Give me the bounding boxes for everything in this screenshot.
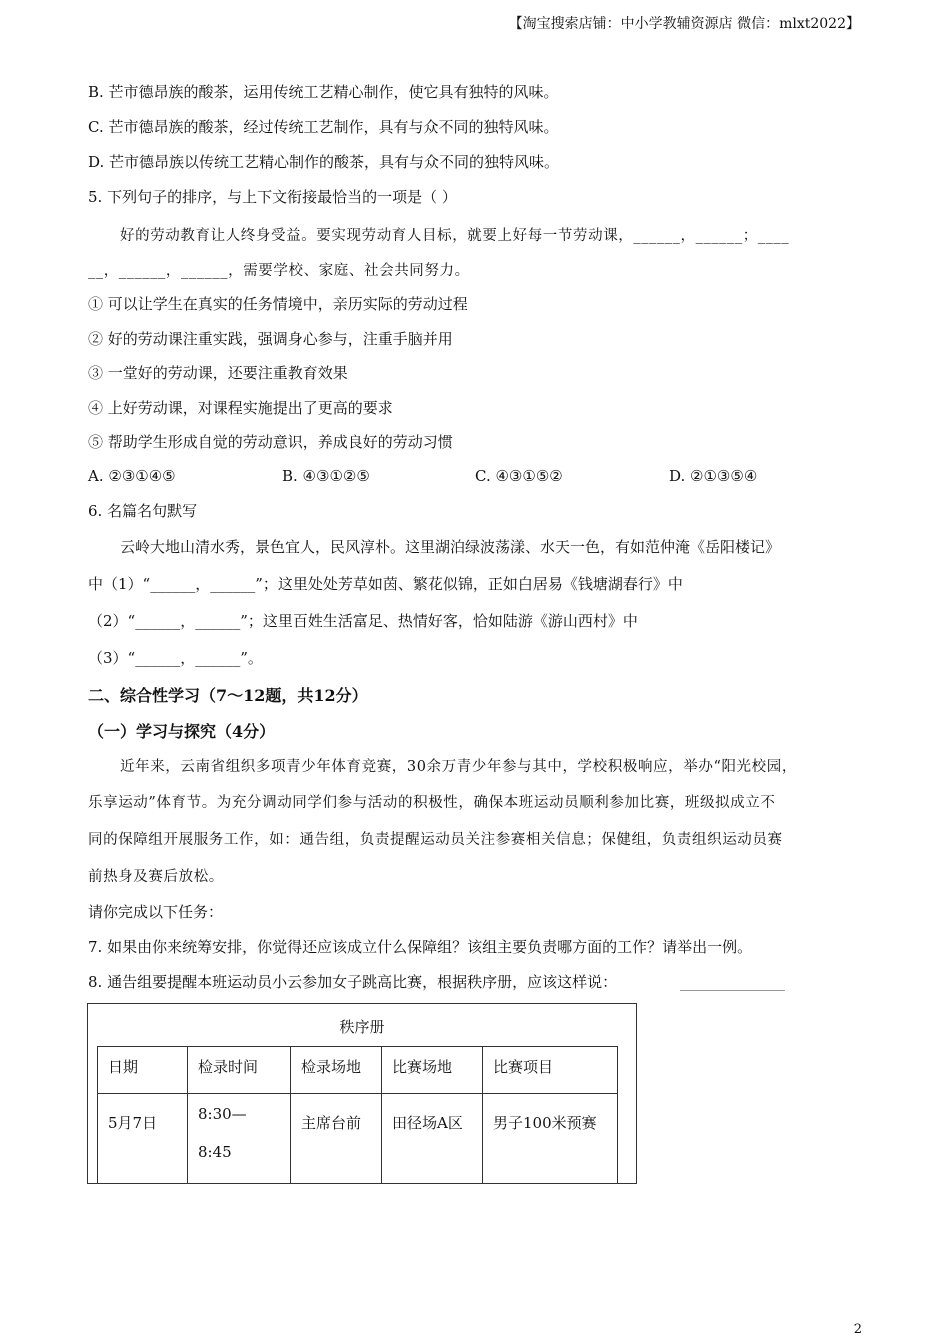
header-venue: 比赛场地 [382,1047,483,1094]
q8-text: 8. 通告组要提醒本班运动员小云参加女子跳高比赛，根据秩序册，应该这样说： [88,973,618,991]
q5-passage-line1: 好的劳动教育让人终身受益。要实现劳动育人目标，就要上好每一节劳动课，______，______；____ [120,228,790,244]
q5-item-5: ⑤ 帮助学生形成自觉的劳动意识，养成良好的劳动习惯 [88,433,453,451]
q6-line3: （2）“______，______”；这里百姓生活富足、热情好客，恰如陆游《游山西村》中 [88,612,638,630]
cell-event: 男子100米预赛 [483,1094,618,1184]
q7-text: 7. 如果由你来统筹安排，你觉得还应该成立什么保障组？该组主要负责哪方面的工作？请举出一例。 [88,938,753,956]
roster-table [97,1046,618,1184]
q4-option-d: D. 芒市德昂族以传统工艺精心制作的酸茶，具有与众不同的独特风味。 [88,153,560,171]
roster-data-row [98,1094,618,1184]
header-event: 比赛项目 [483,1047,618,1094]
intro-para-line4: 前热身及赛后放松。 [88,869,224,885]
header-checkin-time: 检录时间 [188,1047,291,1094]
q5-option-a: A. ②③①④⑤ [88,467,176,485]
roster-table-frame [87,1003,637,1184]
q6-stem: 6. 名篇名句默写 [88,502,198,520]
section2-subtitle: （一）学习与探究（4分） [88,722,276,741]
cell-time-start: 8:30— [198,1105,247,1123]
q5-item-1: ① 可以让学生在真实的任务情境中，亲历实际的劳动过程 [88,295,468,313]
q8-answer-blank[interactable]: ______________ [680,973,785,991]
cell-checkin-place: 主席台前 [291,1094,382,1184]
q5-option-d: D. ②①③⑤④ [669,467,758,485]
q6-line2: 中（1）“______，______”；这里处处芳草如茵、繁花似锦，正如白居易《钱塘湖春行》中 [88,575,683,593]
intro-para-line3: 同的保障组开展服务工作，如：通告组，负责提醒运动员关注参赛相关信息；保健组，负责组织运动员赛 [88,832,783,848]
page-number: 2 [853,1322,862,1337]
intro-para-line2: 乐享运动”体育节。为充分调动同学们参与活动的积极性，确保本班运动员顺利参加比赛，班级拟成立不 [88,795,776,811]
q6-line1: 云岭大地山清水秀，景色宜人，民风淳朴。这里湖泊绿波荡漾、水天一色，有如范仲淹《岳阳楼记》 [120,538,781,556]
q4-option-c: C. 芒市德昂族的酸茶，经过传统工艺制作，具有与众不同的独特风味。 [88,118,559,136]
intro-para-line1: 近年来，云南省组织多项青少年体育竞赛，30余万青少年参与其中，学校积极响应，举办“阳光校园， [120,759,797,775]
q6-line4: （3）“______，______”。 [88,649,263,667]
store-header: 【淘宝搜索店铺：中小学教辅资源店 微信：mlxt2022】 [508,16,860,32]
q5-item-4: ④ 上好劳动课，对课程实施提出了更高的要求 [88,399,393,417]
header-date: 日期 [98,1047,188,1094]
q5-stem: 5. 下列句子的排序，与上下文衔接最恰当的一项是（ ） [88,188,457,206]
header-checkin-place: 检录场地 [291,1047,382,1094]
cell-venue: 田径场A区 [382,1094,483,1184]
q5-item-3: ③ 一堂好的劳动课，还要注重教育效果 [88,364,348,382]
roster-caption: 秩序册 [339,1018,385,1036]
q5-option-c: C. ④③①⑤② [475,467,563,485]
q4-option-b: B. 芒市德昂族的酸茶，运用传统工艺精心制作，使它具有独特的风味。 [88,83,559,101]
task-prompt: 请你完成以下任务： [88,903,224,921]
q5-item-2: ② 好的劳动课注重实践，强调身心参与，注重手脑并用 [88,330,453,348]
cell-checkin-time [188,1094,291,1184]
cell-date: 5月7日 [98,1094,188,1184]
cell-time-end: 8:45 [198,1143,232,1161]
roster-header-row [98,1047,618,1094]
section2-title: 二、综合性学习（7～12题，共12分） [88,686,368,705]
q5-passage-line2: __，______，______，需要学校、家庭、社会共同努力。 [88,263,470,279]
q5-option-b: B. ④③①②⑤ [282,467,370,485]
